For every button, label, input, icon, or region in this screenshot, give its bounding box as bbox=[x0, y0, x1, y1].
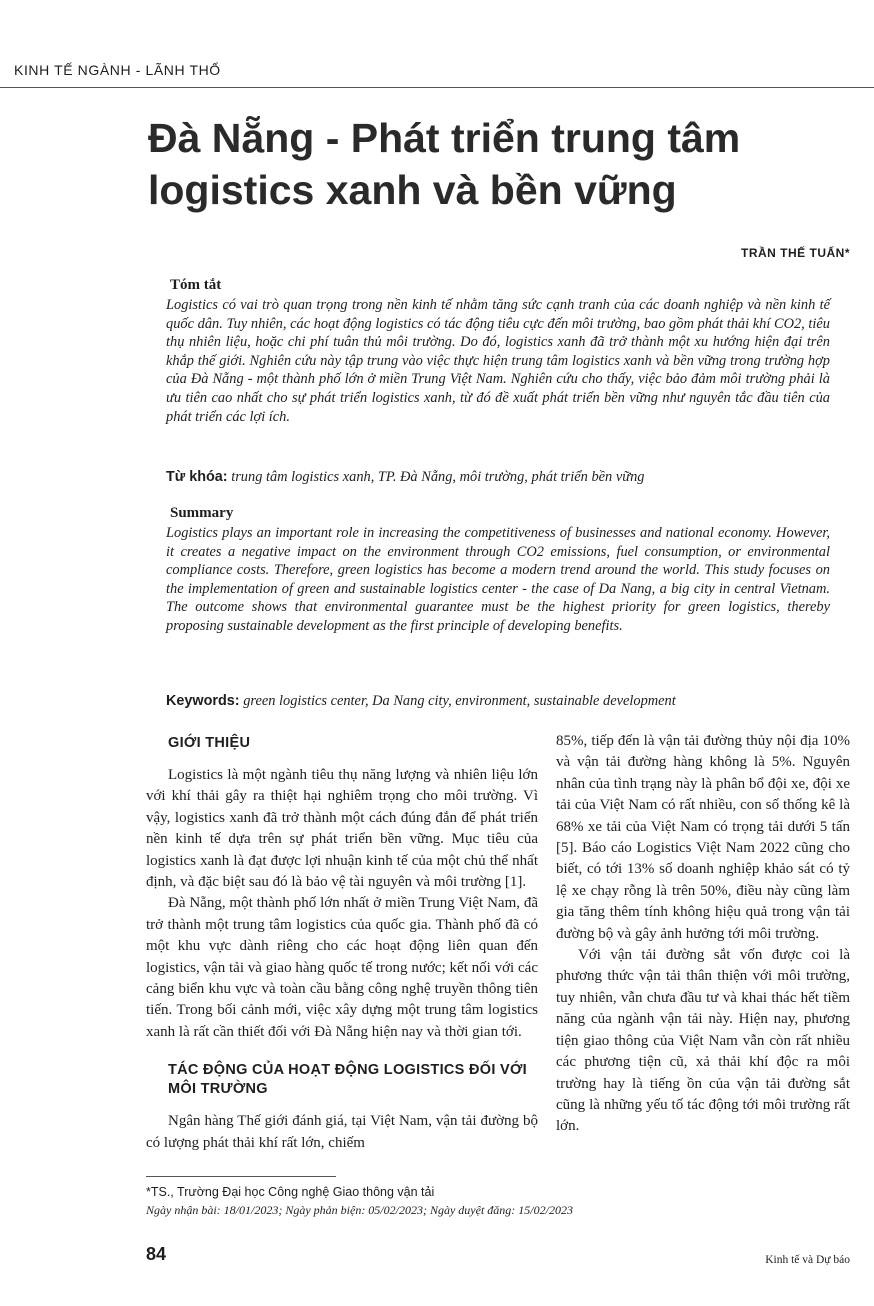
author-name: TRẦN THẾ TUẤN* bbox=[741, 246, 850, 260]
left-column bbox=[146, 734, 538, 1154]
section-label: KINH TẾ NGÀNH - LÃNH THỔ bbox=[14, 62, 221, 78]
footnote-rule bbox=[146, 1176, 336, 1177]
abstract-en-text: Logistics plays an important role in increasing the competitiveness of businesses and national economy. However, it creates a negative impact on the environment through CO2 emissions, fuel consumption, or environmental compliance costs. Therefore, green logistics has become a modern trend around the world. This study focuses on the implementation of green and sustainable logistics center - the case of Da Nang, a big city in central Vietnam. The outcome shows that environmental guarantee must be the highest priority for green logistics, thereby proposing sustainable development as the first principle of developing benefits. bbox=[166, 525, 830, 634]
keywords-vi-value: trung tâm logistics xanh, TP. Đà Nẵng, môi trường, phát triển bền vững bbox=[231, 469, 645, 485]
right-column bbox=[556, 731, 850, 1138]
impact-heading: TÁC ĐỘNG CỦA HOẠT ĐỘNG LOGISTICS ĐỐI VỚI MÔI TRƯỜNG bbox=[168, 1062, 527, 1098]
abstract-vi-heading: Tóm tắt bbox=[170, 277, 222, 293]
keywords-vi-label: Từ khóa: bbox=[166, 469, 228, 485]
keywords-vi bbox=[166, 469, 836, 486]
journal-name: Kinh tế và Dự báo bbox=[765, 1254, 850, 1266]
abstract-vi-text: Logistics có vai trò quan trọng trong nền kinh tế nhằm tăng sức cạnh tranh của các doanh nghiệp và nền kinh tế quốc dân. Tuy nhiên, các hoạt động logistics có tác động tiêu cực đến môi trường, bao gồm phát thải khí CO2, tiêu thụ nhiên liệu, hoặc chi phí tuân thủ môi trường. Do đó, logistics xanh đã trở thành một xu hướng hiện đại trên khắp thế giới. Nghiên cứu này tập trung vào việc thực hiện trung tâm logistics xanh và bền vững trong trường hợp của Đà Nẵng - một thành phố lớn ở miền Trung Việt Nam. Nghiên cứu cho thấy, việc bảo đảm môi trường phải là ưu tiên cao nhất cho sự phát triển logistics xanh, từ đó đề xuất phát triển bền vững như nguyên tắc đầu tiên của phát triển các lợi ích. bbox=[166, 297, 830, 425]
right-paragraph-2: Với vận tải đường sắt vốn được coi là phương thức vận tải thân thiện với môi trường, tuy nhiên, vẫn chưa đầu tư và khai thác hết tiềm năng của ngành vận tải này. Hiện nay, phương tiện giao thông của Việt Nam vẫn còn rất nhiều các phương tiện cũ, xả thải khí độc ra môi trường hay là tiếng ồn của vận tải đường sắt cũng là những yếu tố tác động tới môi trường rất lớn. bbox=[556, 947, 850, 1135]
footnote-affiliation: *TS., Trường Đại học Công nghệ Giao thông vận tải bbox=[146, 1185, 435, 1199]
keywords-en bbox=[166, 693, 836, 710]
right-paragraph-1: 85%, tiếp đến là vận tải đường thủy nội địa 10% và vận tải đường hàng không là 5%. Nguyên nhân của tình trạng này là phân bổ đội xe, đội xe tải của Việt Nam có rất nhiều, con số thống kê là 68% xe tải của Việt Nam có trọng tải dưới 5 tấn [5]. Báo cáo Logistics Việt Nam 2022 cũng cho biết, có tới 13% số doanh nghiệp khảo sát có tỷ lệ xe chạy rỗng là trên 50%, điều này cũng làm gia tăng thêm tính không hiệu quả trong vận tải đường bộ và gây ảnh hưởng tới môi trường. bbox=[556, 733, 850, 942]
page-number: 84 bbox=[146, 1244, 167, 1264]
abstract-en-heading: Summary bbox=[170, 505, 234, 521]
keywords-en-label: Keywords: bbox=[166, 693, 240, 709]
article-title: Đà Nẵng - Phát triển trung tâm logistics xanh và bền vững bbox=[148, 115, 741, 213]
keywords-en-value: green logistics center, Da Nang city, environment, sustainable development bbox=[243, 693, 676, 709]
header-rule bbox=[0, 87, 874, 88]
intro-paragraph-2: Đà Nẵng, một thành phố lớn nhất ở miền Trung Việt Nam, đã trở thành một trung tâm logistics của quốc gia. Thành phố đã có một khu vực dành riêng cho các hoạt động liên quan đến logistics, vận tải và giao hàng quốc tế trong nước; kết nối với các cảng biển khu vực và toàn cầu bằng công nghệ truyền thông tiên tiến. Trong bối cảnh mới, việc xây dựng một trung tâm logistics xanh là rất cần thiết đối với Đà Nẵng hiện nay và thời gian tới. bbox=[146, 895, 538, 1040]
impact-paragraph-1: Ngân hàng Thế giới đánh giá, tại Việt Nam, vận tải đường bộ có lượng phát thải khí rất lớn, chiếm bbox=[146, 1113, 538, 1151]
footnote-dates: Ngày nhận bài: 18/01/2023; Ngày phản biện: 05/02/2023; Ngày duyệt đăng: 15/02/2023 bbox=[146, 1203, 573, 1217]
intro-heading: GIỚI THIỆU bbox=[168, 735, 251, 751]
intro-paragraph-1: Logistics là một ngành tiêu thụ năng lượng và nhiên liệu lớn với khí thải gây ra thiệt hại nghiêm trọng cho môi trường. Vì vậy, logistics xanh đã trở thành một cách đúng đắn để phát triển nền kinh tế dựa trên sự phát triển bền vững. Mục tiêu của logistics xanh là đạt được lợi nhuận kinh tế của một chủ thể nhất định, và đặc biệt sau đó là bảo vệ tài nguyên và môi trường [1]. bbox=[146, 767, 538, 891]
